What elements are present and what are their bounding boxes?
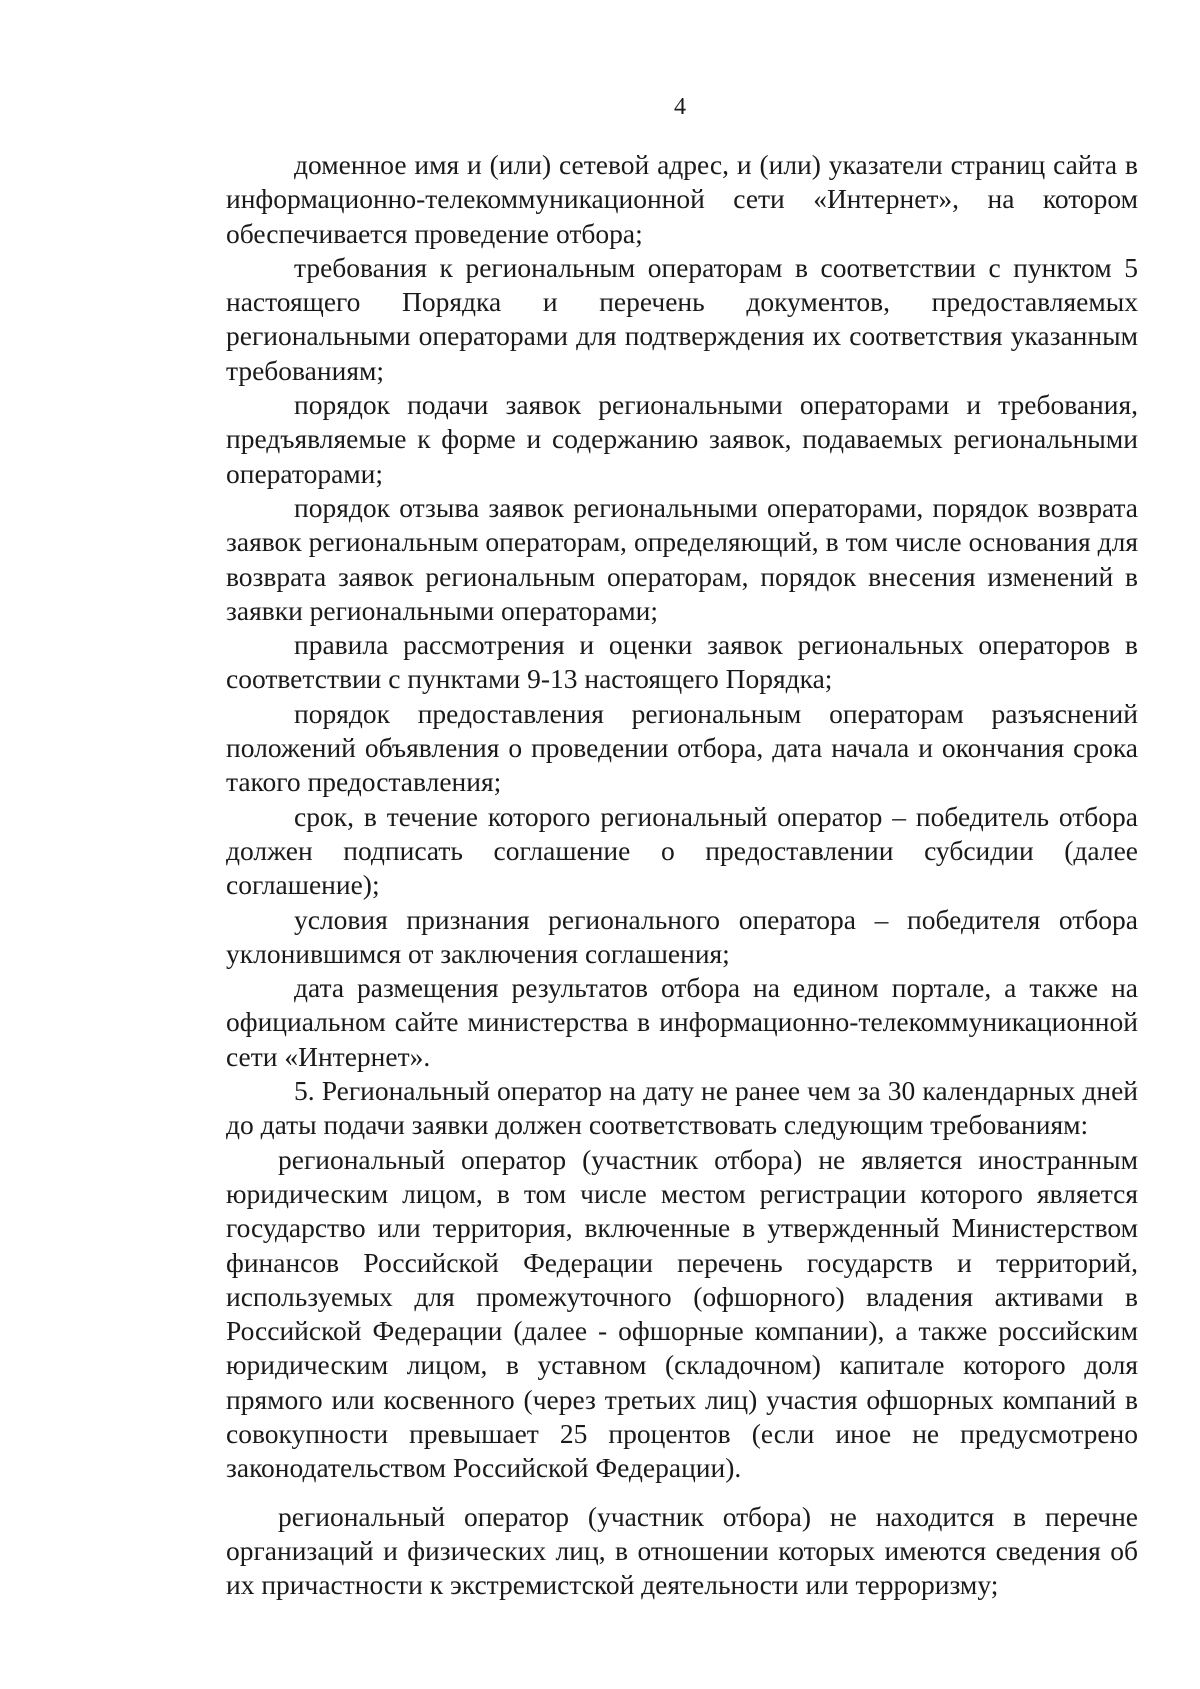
paragraph-results-publication: дата размещения результатов отбора на едином портале, а также на официальном сайте министерства в информационно-телекоммуникационной сети «Интернет».	[226, 972, 1138, 1072]
paragraph-extremism-requirement: региональный оператор (участник отбора) не находится в перечне организаций и физических лиц, в отношении которых имеются сведения об их причастности к экстремистской деятельности или терроризму;	[226, 1500, 1138, 1601]
paragraph-domain-name: доменное имя и (или) сетевой адрес, и (или) указатели страниц сайта в информационно-телекоммуникационной сети «Интернет», на котором обеспечивается проведение отбора;	[226, 149, 1138, 249]
paragraph-review-rules: правила рассмотрения и оценки заявок региональных операторов в соответствии с пунктами 9-13 настоящего Порядка;	[226, 629, 1138, 695]
document-body	[226, 148, 1138, 1602]
paragraph-section-5: 5. Региональный оператор на дату не ранее чем за 30 календарных дней до даты подачи заявки должен соответствовать следующим требованиям:	[226, 1075, 1138, 1141]
paragraph-clarifications: порядок предоставления региональным операторам разъяснений положений объявления о проведении отбора, дата начала и окончания срока такого предоставления;	[226, 697, 1138, 798]
page-number: 4	[674, 94, 686, 120]
paragraph-offshore-requirement: региональный оператор (участник отбора) не является иностранным юридическим лицом, в том числе местом регистрации которого является государство или территория, включенные в утвержденный Министерством финансов Российской Федерации перечень государств и территорий, используемых для промежуточного (офшорного) владения активами в Российской Федерации (далее - офшорные компании), а также российским юридическим лицом, в уставном (складочном) капитале которого доля прямого или косвенного (через третьих лиц) участия офшорных компаний в совокупности превышает 25 процентов (если иное не предусмотрено законодательством Российской Федерации).	[226, 1143, 1138, 1484]
paragraph-application-withdrawal: порядок отзыва заявок региональными операторами, порядок возврата заявок региональным операторам, определяющий, в том числе основания для возврата заявок региональным операторам, порядок внесения изменений в заявки региональными операторами;	[226, 491, 1138, 626]
paragraph-application-procedure: порядок подачи заявок региональными операторами и требования, предъявляемые к форме и содержанию заявок, подаваемых региональными операторами;	[226, 389, 1138, 489]
paragraph-evasion-conditions: условия признания регионального оператора – победителя отбора уклонившимся от заключения соглашения;	[226, 903, 1138, 969]
paragraph-operator-requirements: требования к региональным операторам в соответствии с пунктом 5 настоящего Порядка и перечень документов, предоставляемых региональными операторами для подтверждения их соответствия указанным требованиям;	[226, 251, 1138, 386]
paragraph-agreement-term: срок, в течение которого региональный оператор – победитель отбора должен подписать соглашение о предоставлении субсидии (далее соглашение);	[226, 800, 1138, 901]
